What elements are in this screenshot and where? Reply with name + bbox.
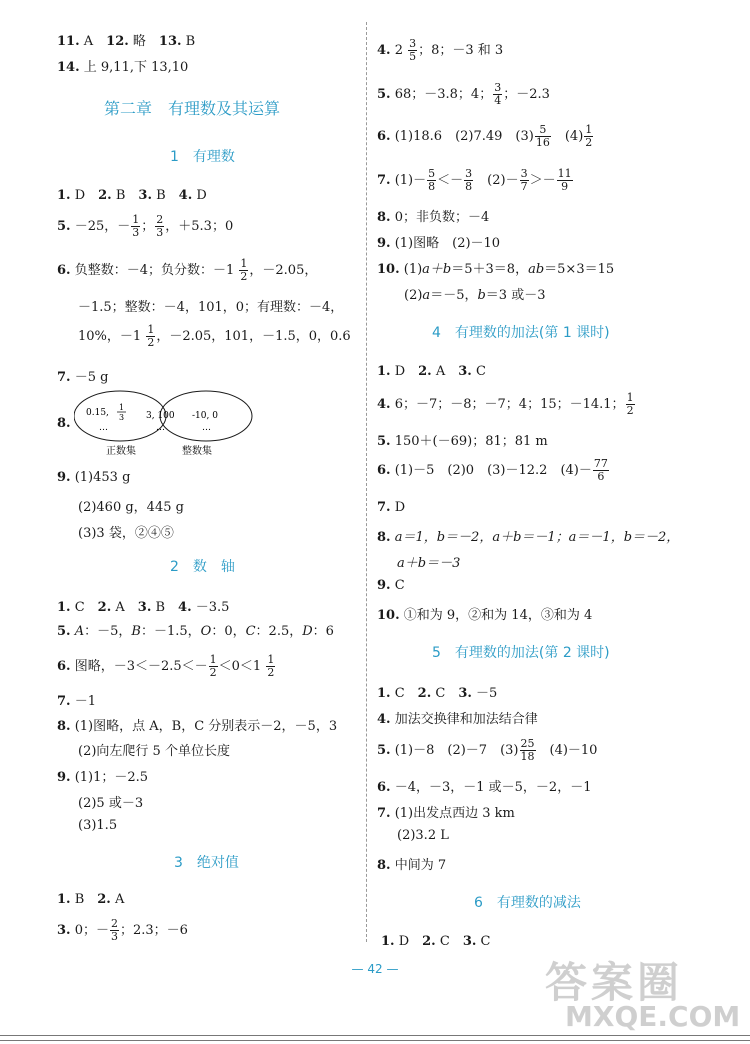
answer-line: (2)3.2 L: [397, 828, 449, 843]
venn-right-dots: …: [202, 423, 211, 433]
answer-line: 9. (1)453 g: [57, 470, 131, 485]
answer-line: 6. 图略，－3＜－2.5＜－ $\frac{1}{2}$ ＜0＜1 $\frac{1}{2}$: [57, 653, 275, 679]
answer-line: 3. 0；－ $\frac{2}{3}$ ；2.3；－6: [57, 917, 188, 943]
fraction: $\frac{1}{2}$: [209, 653, 217, 679]
answer-line: 5. 68；－3.8；4； $\frac{3}{4}$ ；－2.3: [377, 81, 550, 107]
answer-line: 8. (1)图略，点 A，B，C 分别表示－2，－5，3: [57, 719, 338, 734]
answer-line: 7. (1)－ $\frac{5}{8}$ ＜－ $\frac{3}{8}$ (2)－ $\frac{3}{7}$ ＞－ $\frac{11}{9}$: [377, 167, 572, 193]
answer-line: 10. (1)a＋b＝5＋3＝8，ab＝5×3＝15: [377, 262, 615, 277]
answer-line: (2)a＝－5，b＝3 或－3: [404, 288, 546, 303]
fraction: $\frac{1}{3}$: [132, 213, 140, 239]
answer-line: 14. 上 9,11,下 13,10: [57, 60, 189, 75]
section-heading: 2 数 轴: [170, 559, 235, 575]
venn-right-text: -10, 0: [192, 411, 218, 421]
answer-line: 8. 0；非负数；－4: [377, 210, 490, 225]
venn-left-dots: …: [99, 423, 108, 433]
answer-line: (3)3 袋，②④⑤: [78, 526, 174, 541]
answer-line: 10. ①和为 9，②和为 14，③和为 4: [377, 608, 593, 623]
answer-line: 1. C 2. A 3. B 4. －3.5: [57, 600, 230, 615]
answer-line: 6. －4，－3，－1 或－5，－2，－1: [377, 780, 592, 795]
fraction: $\frac{25}{18}$: [520, 737, 535, 763]
answer-line: 4. 6；－7；－8；－7；4；15；－14.1； $\frac{1}{2}$: [377, 391, 634, 417]
fraction: $\frac{3}{8}$: [465, 167, 473, 193]
fraction: $\frac{2}{3}$: [156, 213, 164, 239]
answer-line: 8.: [57, 416, 71, 431]
answer-line: 4. 2 $\frac{3}{5}$ ；8；－3 和 3: [377, 37, 504, 63]
fraction: $\frac{11}{9}$: [557, 167, 572, 193]
answer-line: 10%，－1 $\frac{1}{2}$ ，－2.05，101，－1.5，0，0.6: [78, 323, 351, 349]
venn-left-frac-den: 3: [119, 413, 125, 422]
answer-line: 9. C: [377, 578, 405, 593]
fraction: $\frac{3}{4}$: [494, 81, 502, 107]
answer-line: 8. 中间为 7: [377, 858, 447, 873]
watermark: [545, 950, 745, 1040]
section-heading: 1 有理数: [170, 149, 235, 165]
answer-line: 5. (1)－8 (2)－7 (3) $\frac{25}{18}$ (4)－10: [377, 737, 598, 763]
venn-middle-text: 3, 100: [146, 411, 175, 421]
section-heading: 4 有理数的加法(第 1 课时): [432, 325, 610, 341]
fraction: $\frac{1}{2}$: [626, 391, 634, 417]
bottom-border: [0, 1035, 750, 1041]
answer-line: 5. A：－5，B：－1.5，O：0，C：2.5，D：6: [57, 624, 334, 639]
answer-line: 1. D 2. C 3. C: [381, 934, 491, 949]
answer-line: 5. －25，－ $\frac{1}{3}$ ； $\frac{2}{3}$ ，＋5.3；0: [57, 213, 234, 239]
answer-line: (2)460 g，445 g: [78, 500, 184, 515]
answer-line: 9. (1)1；－2.5: [57, 770, 149, 785]
section-heading: 5 有理数的加法(第 2 课时): [432, 645, 610, 661]
answer-line: 9. (1)图略 (2)－10: [377, 236, 501, 251]
fraction: $\frac{5}{8}$: [428, 167, 436, 193]
fraction: $\frac{77}{6}$: [593, 457, 608, 483]
fraction: $\frac{2}{3}$: [110, 917, 118, 943]
fraction: $\frac{1}{2}$: [147, 323, 155, 349]
answer-line: (3)1.5: [78, 818, 118, 833]
fraction: $\frac{5}{16}$: [535, 123, 550, 149]
venn-middle-dots: …: [156, 423, 165, 433]
fraction: $\frac{1}{2}$: [585, 123, 593, 149]
answer-line: 6. (1)18.6 (2)7.49 (3) $\frac{5}{16}$ (4) $\frac{1}{2}$: [377, 123, 593, 149]
fraction: $\frac{1}{2}$: [267, 653, 275, 679]
answer-line: 6. 负整数：－4；负分数：－1 $\frac{1}{2}$ ，－2.05，: [57, 257, 318, 283]
answer-line: (2)5 或－3: [78, 796, 144, 811]
venn-label-integer: 整数集: [182, 446, 212, 457]
chapter-title: 第二章 有理数及其运算: [104, 99, 281, 118]
answer-line: 5. 150＋(－69)；81；81 m: [377, 434, 548, 449]
section-heading: 6 有理数的减法: [474, 895, 581, 911]
venn-diagram: [74, 388, 254, 460]
column-divider: [366, 22, 367, 942]
answer-line: 6. (1)－5 (2)0 (3)－12.2 (4)－ $\frac{77}{6}$: [377, 457, 608, 483]
fraction: $\frac{3}{7}$: [520, 167, 528, 193]
venn-left-frac-num: 1: [119, 403, 125, 412]
answer-line: 1. B 2. A: [57, 892, 125, 907]
answer-line: 4. 加法交换律和加法结合律: [377, 712, 538, 727]
venn-label-positive: 正数集: [106, 446, 136, 457]
fraction: $\frac{3}{5}$: [409, 37, 417, 63]
watermark-url: MXQE.COM: [565, 1000, 741, 1033]
answer-line: 1. C 2. C 3. －5: [377, 686, 498, 701]
watermark-logo-text: 答案圈: [545, 958, 684, 1007]
answer-line: (2)向左爬行 5 个单位长度: [78, 744, 230, 759]
answer-line: 7. D: [377, 500, 406, 515]
answer-line: 1. D 2. A 3. C: [377, 364, 486, 379]
section-heading: 3 绝对值: [174, 855, 239, 871]
answer-line: 7. －5 g: [57, 370, 109, 385]
answer-line: a＋b＝－3: [397, 556, 461, 571]
answer-line: 7. －1: [57, 694, 96, 709]
answer-line: －1.5；整数：－4，101，0；有理数：－4，: [78, 300, 344, 315]
page-number: — 42 —: [351, 962, 399, 976]
fraction: $\frac{1}{2}$: [240, 257, 248, 283]
venn-left-text: 0.15,: [86, 408, 109, 418]
answer-line: 11. A 12. 略 13. B: [57, 34, 196, 49]
answer-line: 7. (1)出发点西边 3 km: [377, 806, 515, 821]
answer-line: 8. a＝1，b＝－2，a＋b＝－1；a＝－1，b＝－2，: [377, 530, 680, 545]
answer-line: 1. D 2. B 3. B 4. D: [57, 188, 207, 203]
